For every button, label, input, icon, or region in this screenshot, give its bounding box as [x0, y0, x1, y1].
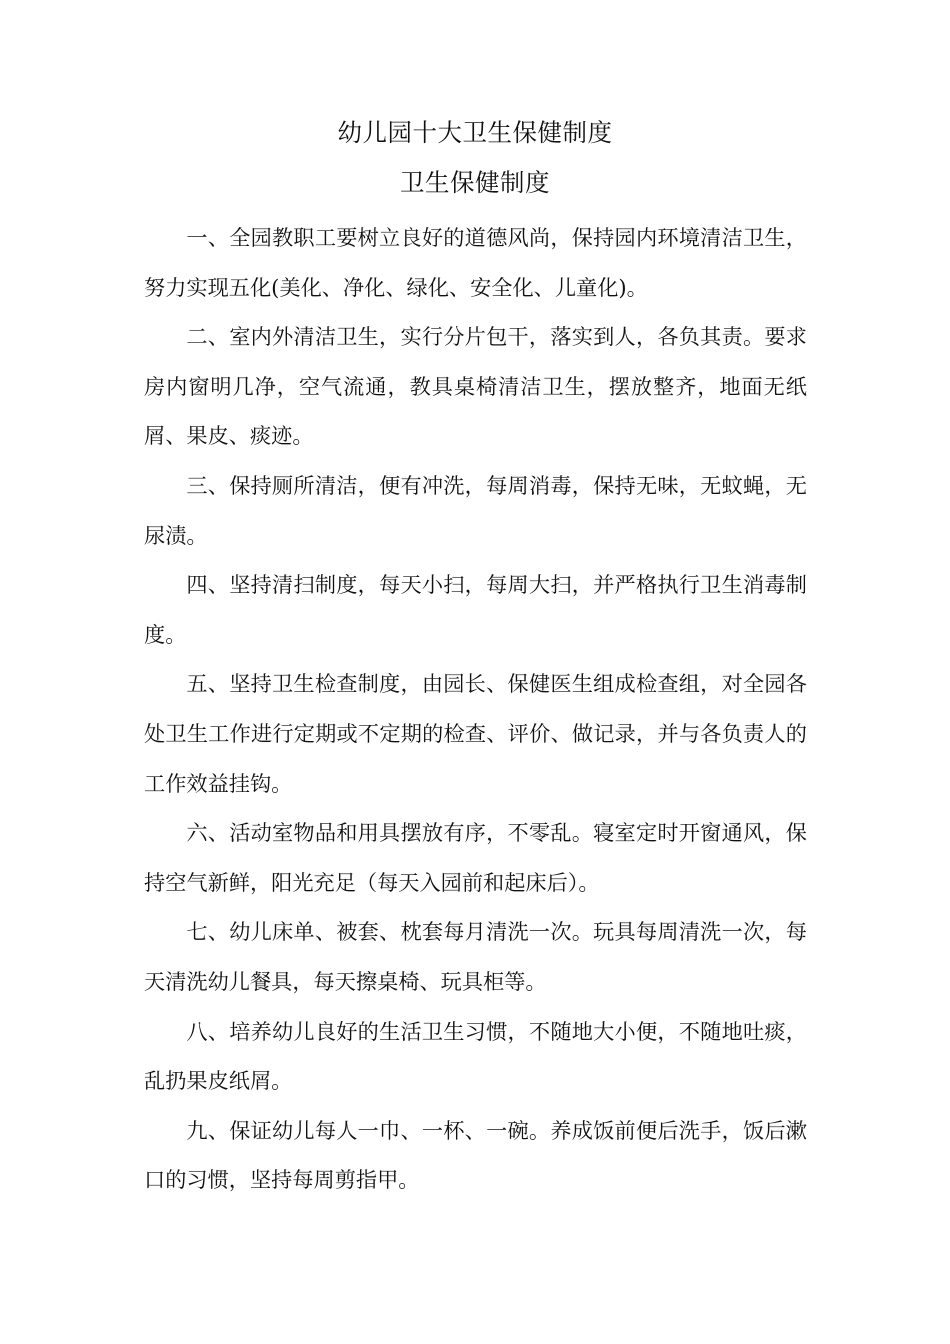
document-title: 幼儿园十大卫生保健制度: [337, 118, 613, 147]
paragraph-rule-5: 五、坚持卫生检查制度，由园长、保健医生组成检查组，对全园各处卫生工作进行定期或不定期的检查、评价、做记录，并与各负责人的工作效益挂钩。: [144, 671, 807, 796]
document-body: [144, 213, 807, 1205]
paragraph-rule-1: 一、全园教职工要树立良好的道德风尚，保持园内环境清洁卫生，努力实现五化(美化、净化、绿化、安全化、儿童化)。: [144, 225, 807, 300]
paragraph-rule-3: 三、保持厕所清洁，便有冲洗，每周消毒，保持无味，无蚊蝇，无尿渍。: [144, 472, 807, 548]
paragraph-rule-8: 八、培养幼儿良好的生活卫生习惯，不随地大小便，不随地吐痰，乱扔果皮纸屑。: [144, 1018, 807, 1094]
paragraph-rule-6: 六、活动室物品和用具摆放有序，不零乱。寝室定时开窗通风，保持空气新鲜，阳光充足（每天入园前和起床后）。: [144, 820, 807, 895]
paragraph-rule-7: 七、幼儿床单、被套、枕套每月清洗一次。玩具每周清洗一次，每天清洗幼儿餐具，每天擦桌椅、玩具柜等。: [144, 919, 807, 994]
paragraph-rule-2: 二、室内外清洁卫生，实行分片包干，落实到人，各负其责。要求房内窗明几净，空气流通，教具桌椅清洁卫生，摆放整齐，地面无纸屑、果皮、痰迹。: [144, 324, 807, 449]
section-heading: 卫生保健制度: [400, 168, 550, 197]
paragraph-rule-4: 四、坚持清扫制度，每天小扫，每周大扫，并严格执行卫生消毒制度。: [144, 572, 807, 647]
paragraph-rule-9: 九、保证幼儿每人一巾、一杯、一碗。养成饭前便后洗手，饭后漱口的习惯，坚持每周剪指甲。: [144, 1117, 807, 1193]
